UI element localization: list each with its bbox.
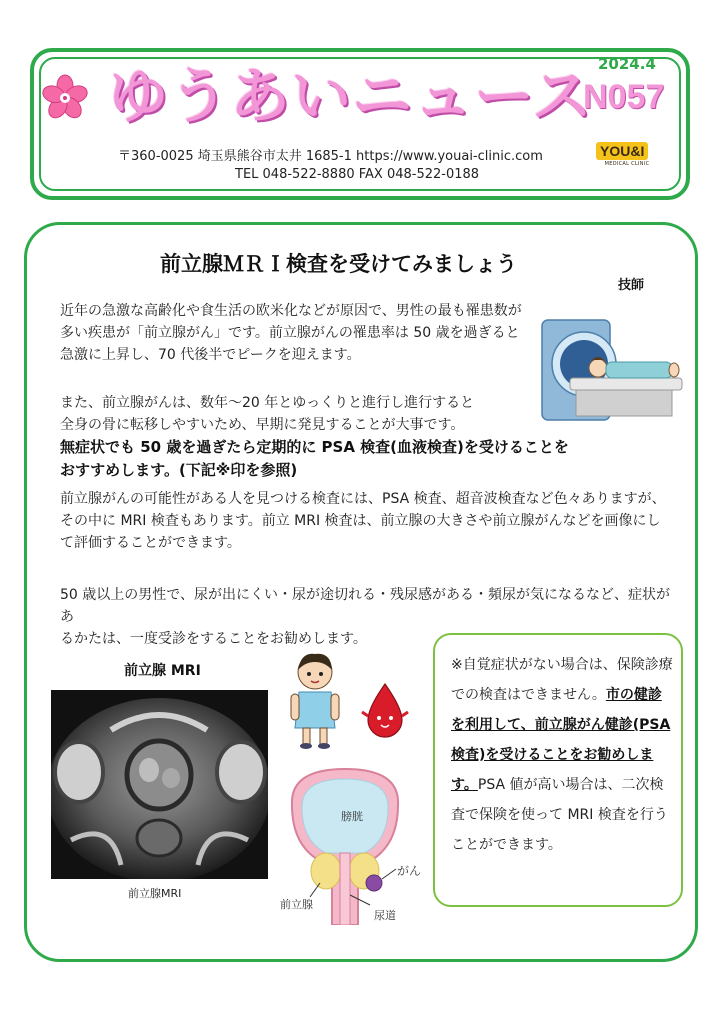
text-line: また、前立腺がんは、数年～20 年とゆっくりと進行し進行すると [60, 395, 475, 411]
mri-caption-bottom: 前立腺MRI [128, 887, 182, 900]
paragraph-progression [60, 392, 600, 482]
text-line: 50 歳以上の男性で、尿が出にくい・尿が途切れる・残尿感がある・頻尿が気になるなど、症状があ [60, 587, 670, 625]
patient-boy-illustration [285, 650, 345, 750]
text-line-bold: 無症状でも 50 歳を過ぎたら定期的に PSA 検査(血液検査)を受けることを [60, 438, 569, 456]
issue-number: N057 [583, 78, 665, 116]
note-line: ※自覚症状がない場合は、保険診療での検査はできません。 [451, 657, 673, 703]
text-line: その中に MRI 検査もあります。前立 MRI 検査は、前立腺の大きさや前立腺がんなどを画像にし [60, 513, 661, 529]
label-prostate: 前立腺 [280, 898, 313, 911]
clinic-logo [596, 141, 658, 177]
article-title: 前立腺ＭＲＩ検査を受けてみましょう [160, 252, 517, 276]
label-cancer: がん [397, 864, 422, 878]
mri-caption-top: 前立腺 MRI [124, 663, 201, 679]
mri-scan-picture [51, 690, 268, 879]
text-line: 多い疾患が「前立腺がん」です。前立腺がんの罹患率は 50 歳を過ぎると [60, 325, 520, 341]
note-text [451, 650, 673, 860]
label-urethra: 尿道 [374, 909, 396, 922]
note-line: PSA 値が高い場合は、二次検査で保険を使って MRI 検査を行うことができます。 [451, 777, 668, 853]
text-line: るかたは、一度受診をすることをお勧めします。 [60, 631, 367, 647]
mri-image [51, 690, 268, 879]
note-line-emphasis: 市の健診を利用して、前立腺がん健診(PSA 検査)を受けることをお勧めします。 [451, 687, 671, 793]
issue-date: 2024.4 [598, 55, 656, 73]
paragraph-intro [60, 300, 540, 366]
clinic-address: 〒360-0025 埼玉県熊谷市太井 1685-1 https://www.youai-clinic.com [118, 149, 543, 164]
text-line: て評価することができます。 [60, 535, 241, 551]
text-line: 前立腺がんの可能性がある人を見つける検査には、PSA 検査、超音波検査など色々ありますが、 [60, 491, 666, 507]
blood-drop-icon [360, 680, 410, 742]
text-line: 急激に上昇し、70 代後半でピークを迎えます。 [60, 347, 361, 363]
text-line: 近年の急激な高齢化や食生活の欧米化などが原因で、男性の最も罹患数が [60, 303, 522, 319]
newsletter-title: ゆうあいニュース [108, 62, 593, 132]
paragraph-tests [60, 488, 670, 554]
text-line: 全身の骨に転移しやすいため、早期に発見することが大事です。 [60, 417, 465, 433]
logo-text: YOU&I [596, 142, 648, 160]
article-author: 技師 [618, 278, 645, 293]
cherry-blossom-icon [40, 74, 90, 122]
text-line-bold: おすすめします。(下記※印を参照) [60, 461, 298, 479]
clinic-contact: TEL 048-522-8880 FAX 048-522-0188 [235, 167, 480, 182]
logo-subtext: MEDICAL CLINIC [604, 161, 650, 167]
label-bladder: 膀胱 [341, 810, 363, 823]
